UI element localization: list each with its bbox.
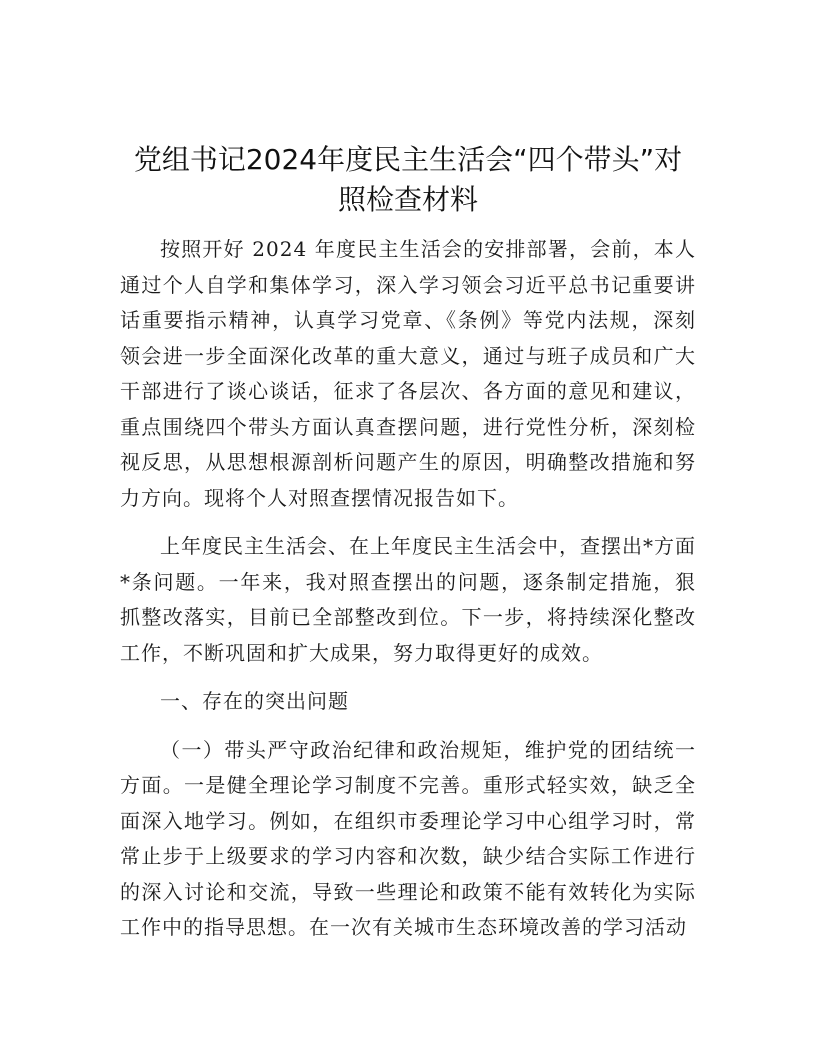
rectification-paragraph: 上年度民主生活会、在上年度民主生活会中，查摆出*方面*条问题。一年来，我对照查摆出的问题，逐条制定措施，狠抓整改落实，目前已全部整改到位。下一步，将持续深化整改工作，不断巩固和扩大成果，努力取得更好的成效。 xyxy=(120,534,696,665)
intro-paragraph: 按照开好 2024 年度民主生活会的安排部署，会前，本人通过个人自学和集体学习，深入学习领会习近平总书记重要讲话重要指示精神，认真学习党章、《条例》等党内法规，深刻领会进一步全面深化改革的重大意义，通过与班子成员和广大干部进行了谈心谈话，征求了各层次、各方面的意见和建议，重点围绕四个带头方面认真查摆问题，进行党性分析，深刻检视反思，从思想根源剖析问题产生的原因，明确整改措施和努力方向。现将个人对照查摆情况报告如下。 xyxy=(120,237,696,510)
section-heading: 一、存在的突出问题 xyxy=(160,689,349,713)
problem-paragraph: （一）带头严守政治纪律和政治规矩，维护党的团结统一方面。一是健全理论学习制度不完善。重形式轻实效，缺乏全面深入地学习。例如，在组织市委理论学习中心组学习时，常常止步于上级要求的学习内容和次数，缺少结合实际工作进行的深入讨论和交流，导致一些理论和政策不能有效转化为实际工作中的指导思想。在一次有关城市生态环境改善的学习活动 xyxy=(120,737,696,939)
document-title: 党组书记2024年度民主生活会“四个带头”对照检查材料 xyxy=(133,143,683,216)
document-body xyxy=(120,232,696,959)
